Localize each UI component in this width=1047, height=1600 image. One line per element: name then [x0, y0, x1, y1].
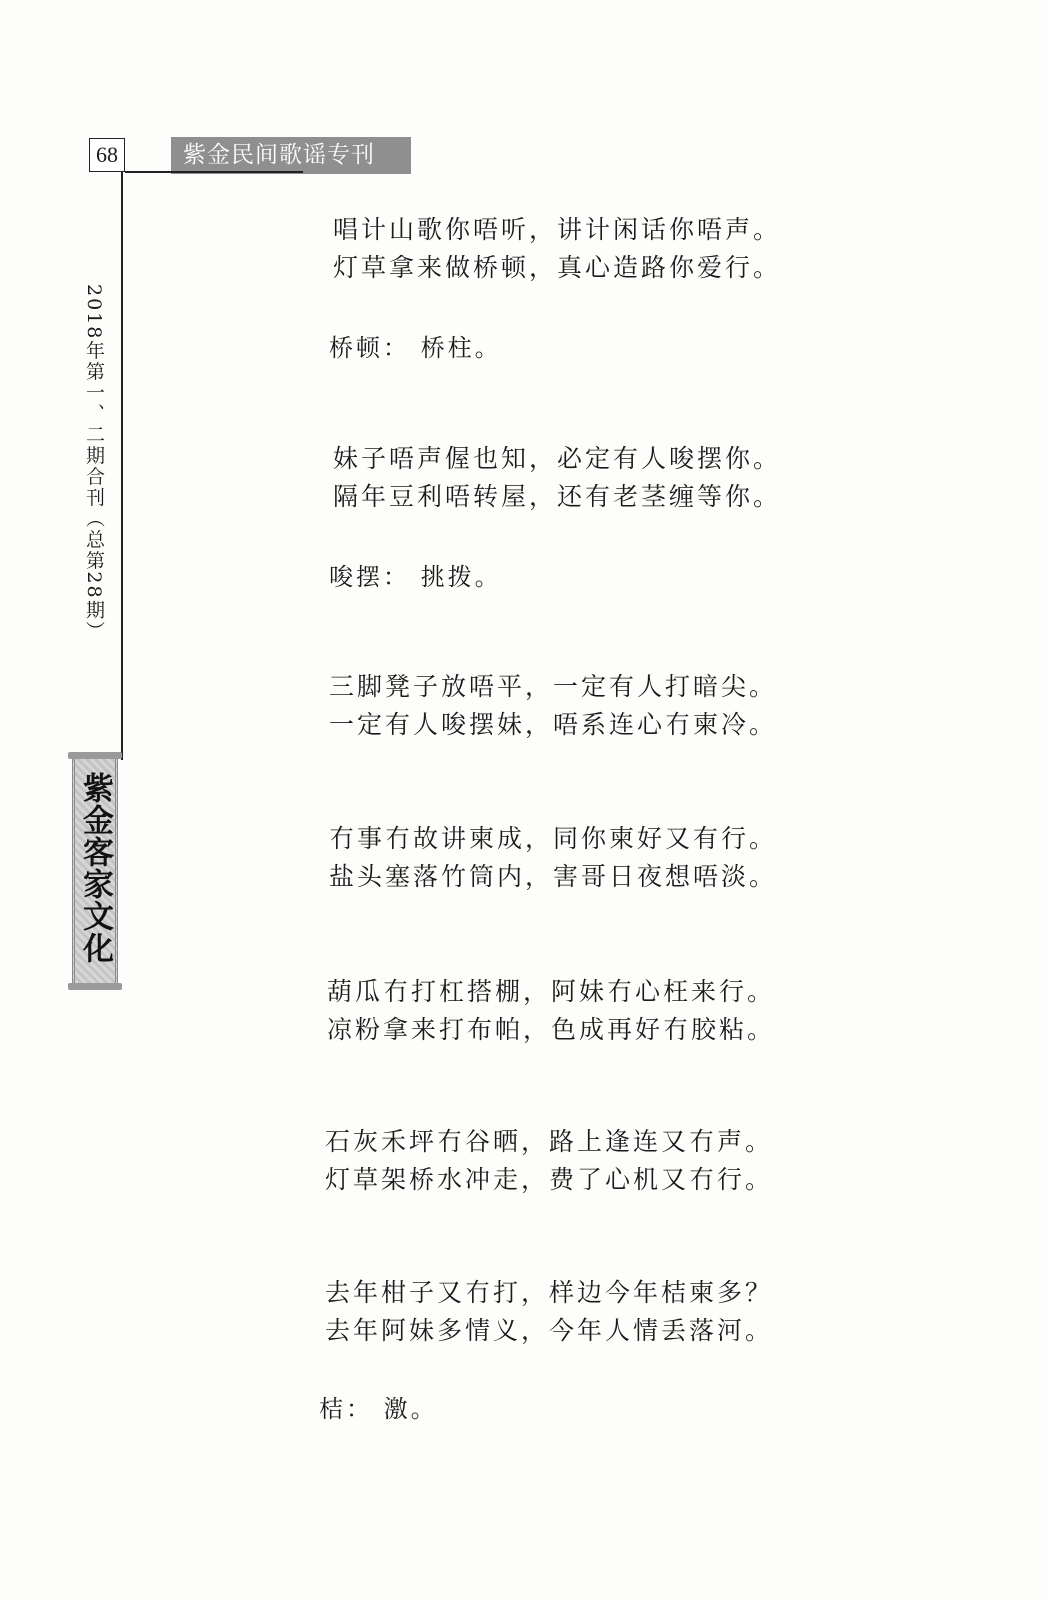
verse-1: [333, 211, 781, 287]
issue-info: 2018年第一、二期合刊（总第28期）: [83, 284, 105, 642]
verse-6: [325, 1123, 773, 1199]
page-number: 68: [89, 138, 125, 172]
note-2: 唆摆： 挑拨。: [329, 563, 502, 591]
verse-line: 去年柑子又冇打，样边今年桔柬多？: [325, 1278, 774, 1307]
logo-scroll: [68, 752, 122, 990]
verse-line: 隔年豆利唔转屋，还有老茎缠等你。: [333, 482, 782, 511]
verse-3: [329, 668, 777, 744]
verse-line: 石灰禾坪冇谷晒，路上逢连又冇声。: [325, 1127, 774, 1156]
verse-2: [333, 440, 781, 516]
logo-text: 紫金客家文化: [77, 772, 113, 964]
verse-line: 去年阿妹多情义，今年人情丢落河。: [325, 1316, 774, 1345]
scroll-rod-bottom: [68, 983, 122, 990]
verse-line: 盐头塞落竹筒内，害哥日夜想唔淡。: [329, 862, 778, 891]
scroll-rod-top: [68, 752, 122, 759]
header-rule: [125, 171, 303, 173]
verse-line: 冇事冇故讲柬成，同你柬好又有行。: [329, 824, 778, 853]
margin-rule: [121, 172, 123, 760]
verse-line: 一定有人唆摆妹，唔系连心冇柬冷。: [329, 710, 778, 739]
note-3: 桔： 激。: [319, 1395, 438, 1423]
verse-7: [325, 1274, 773, 1350]
section-title-banner: 紫金民间歌谣专刊: [171, 137, 411, 174]
verse-5: [327, 973, 775, 1049]
verse-line: 妹子唔声偓也知，必定有人唆摆你。: [333, 444, 782, 473]
verse-line: 灯草拿来做桥顿，真心造路你爱行。: [333, 253, 782, 282]
verse-4: [329, 820, 777, 896]
verse-line: 三脚凳子放唔平，一定有人打暗尖。: [329, 672, 778, 701]
verse-line: 凉粉拿来打布帕，色成再好冇胶粘。: [327, 1015, 776, 1044]
verse-line: 唱计山歌你唔听，讲计闲话你唔声。: [333, 215, 782, 244]
verse-line: 葫瓜冇打杠搭棚，阿妹冇心枉来行。: [327, 977, 776, 1006]
note-1: 桥顿： 桥柱。: [329, 334, 502, 362]
verse-line: 灯草架桥水冲走，费了心机又冇行。: [325, 1165, 774, 1194]
